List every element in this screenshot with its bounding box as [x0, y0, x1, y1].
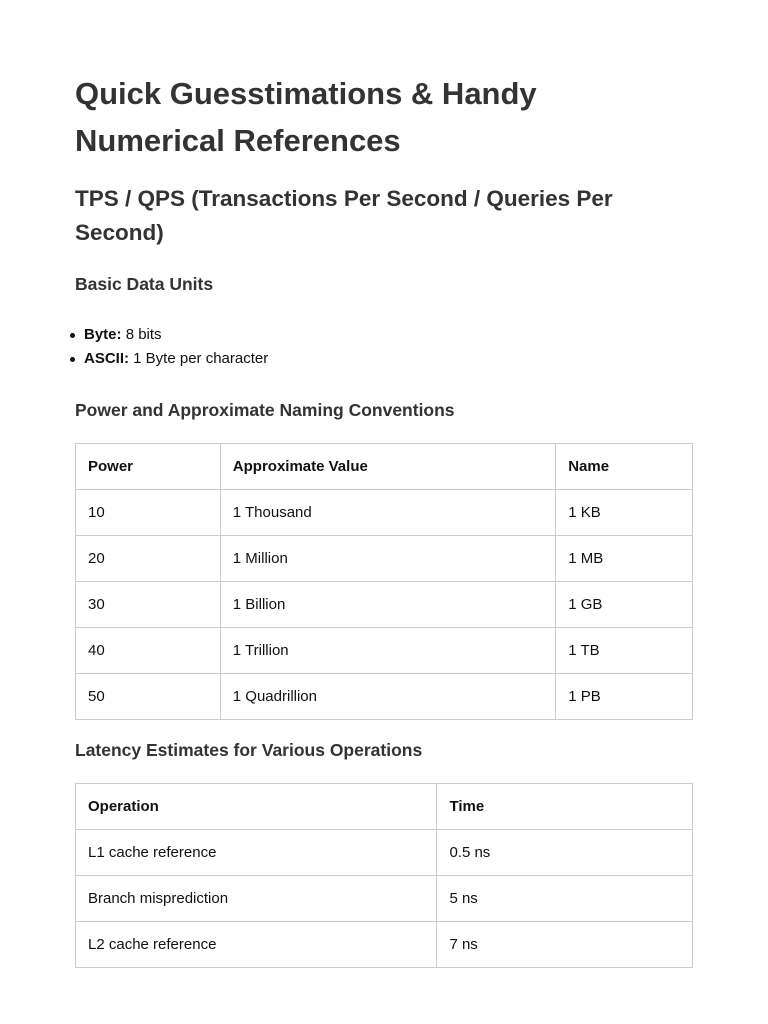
column-header: Time	[437, 784, 693, 830]
table-row	[76, 628, 693, 674]
table-row	[76, 922, 693, 968]
table-cell: 50	[76, 674, 221, 720]
column-header: Operation	[76, 784, 437, 830]
list-item	[84, 347, 268, 371]
column-header: Power	[76, 444, 221, 490]
table-cell: 1 KB	[556, 490, 693, 536]
table-cell: 1 PB	[556, 674, 693, 720]
table-cell: 1 Billion	[220, 582, 555, 628]
table-header-row	[76, 784, 693, 830]
power-table-heading: Power and Approximate Naming Conventions	[75, 400, 455, 420]
latency-table	[75, 783, 693, 968]
table-cell: 1 Trillion	[220, 628, 555, 674]
table-cell: 1 MB	[556, 536, 693, 582]
table-cell: L1 cache reference	[76, 830, 437, 876]
table-row	[76, 582, 693, 628]
table-cell: 30	[76, 582, 221, 628]
column-header: Approximate Value	[220, 444, 555, 490]
table-cell: 1 TB	[556, 628, 693, 674]
table-row	[76, 830, 693, 876]
table-cell: 5 ns	[437, 876, 693, 922]
table-cell: Branch misprediction	[76, 876, 437, 922]
table-cell: 1 Quadrillion	[220, 674, 555, 720]
basic-units-list	[84, 323, 268, 371]
basic-units-heading: Basic Data Units	[75, 274, 214, 294]
table-cell: 1 Million	[220, 536, 555, 582]
table-row	[76, 674, 693, 720]
table-cell: 7 ns	[437, 922, 693, 968]
table-cell: 1 GB	[556, 582, 693, 628]
table-row	[76, 876, 693, 922]
table-cell: 40	[76, 628, 221, 674]
latency-table-heading: Latency Estimates for Various Operations	[75, 740, 423, 760]
table-cell: 1 Thousand	[220, 490, 555, 536]
table-row	[76, 536, 693, 582]
list-item-desc: 8 bits	[125, 326, 162, 343]
list-item-desc: 1 Byte per character	[133, 350, 269, 367]
section-title: TPS / QPS (Transactions Per Second / Queries Per Second)	[75, 186, 613, 245]
table-cell: 10	[76, 490, 221, 536]
page-title: Quick Guesstimations & Handy Numerical References	[75, 76, 537, 158]
table-header-row	[76, 444, 693, 490]
list-item-term: ASCII:	[84, 350, 129, 367]
table-cell: 0.5 ns	[437, 830, 693, 876]
table-cell: L2 cache reference	[76, 922, 437, 968]
list-item-term: Byte:	[84, 326, 122, 343]
list-item	[84, 323, 268, 347]
table-cell: 20	[76, 536, 221, 582]
table-row	[76, 490, 693, 536]
power-table	[75, 443, 693, 720]
column-header: Name	[556, 444, 693, 490]
